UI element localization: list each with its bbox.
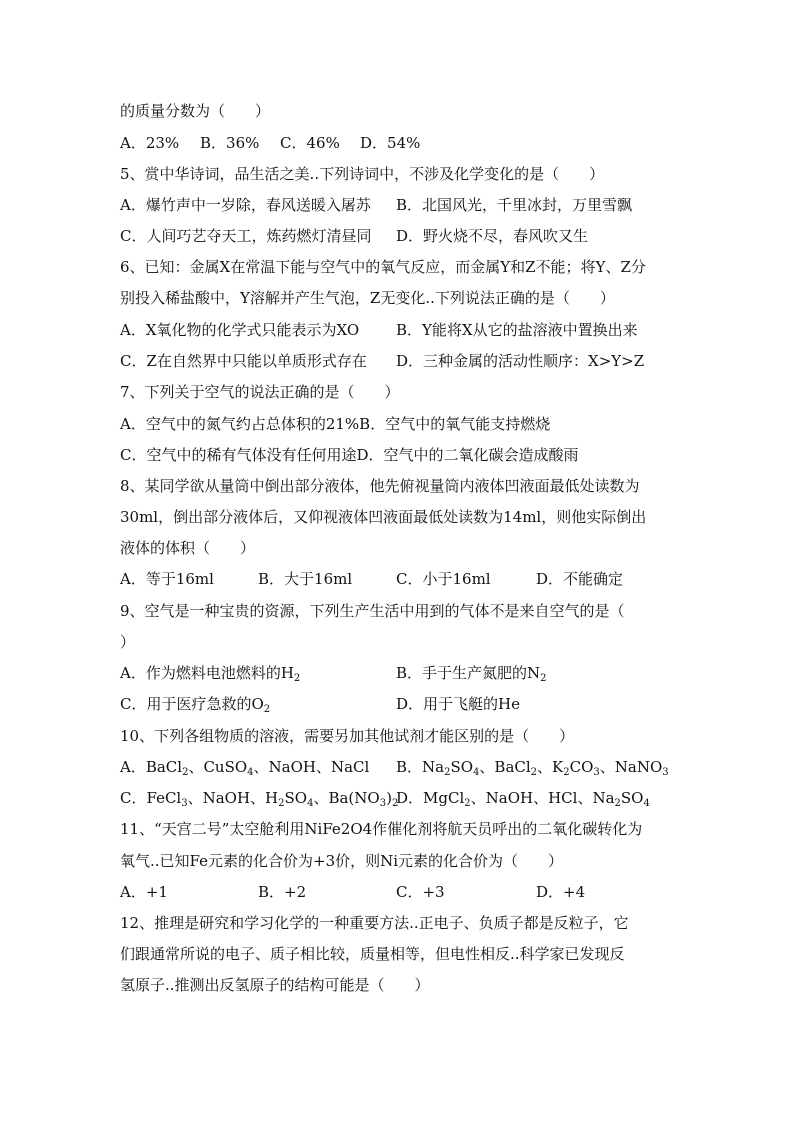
q5-option-b: B．北国风光，千里冰封，万里雪飘	[396, 196, 633, 214]
q11-stem-1: 11、“天宫二号”太空舱利用NiFe2O4作催化剂将航天员呼出的二氧化碳转化为	[120, 820, 643, 838]
q5-option-c: C．人间巧艺夺天工，炼药燃灯清昼同	[120, 227, 372, 245]
q8-option-c: C．小于16ml	[396, 570, 491, 588]
q6-option-b: B．Y能将X从它的盐溶液中置换出来	[396, 321, 638, 339]
q8-stem-1: 8、某同学欲从量筒中倒出部分液体，他先俯视量筒内液体凹液面最低处读数为	[120, 477, 640, 495]
q8-options	[120, 569, 623, 589]
q4-stem-cont: 的质量分数为（ ）	[120, 102, 271, 120]
q9-stem-1: 9、空气是一种宝贵的资源，下列生产生活中用到的气体不是来自空气的是（	[120, 602, 625, 620]
q12-stem-3: 氢原子..推测出反氢原子的结构可能是（ ）	[120, 976, 430, 994]
q10-option-b: B．$Na_2SO_4$、BaCl$_2$、$K_2CO_3$、NaNO$_3$	[396, 758, 669, 778]
q12-stem-1: 12、推理是研究和学习化学的一种重要方法..正电子、负质子都是反粒子，它	[120, 914, 629, 932]
q11-options	[120, 882, 585, 902]
q9-option-a: A．作为燃料电池燃料的$H_2$	[120, 664, 301, 684]
q4-option-d: D．54%	[360, 134, 421, 152]
q11-option-d: D．+4	[536, 883, 586, 901]
q10-stem: 10、下列各组物质的溶液，需要另加其他试剂才能区别的是（ ）	[120, 727, 575, 745]
q5-stem: 5、赏中华诗词，品生活之美..下列诗词中，不涉及化学变化的是（ ）	[120, 165, 605, 183]
q4-option-c: C．46%	[280, 134, 340, 152]
q9-stem-2: ）	[120, 633, 136, 651]
q10-option-d: D．MgCl$_2$、NaOH、HCl、$Na_2SO_4$	[396, 789, 650, 809]
q4-option-a: A．23%	[120, 134, 180, 152]
q8-option-b: B．大于16ml	[258, 570, 353, 588]
q5-option-d: D．野火烧不尽，春风吹又生	[396, 227, 589, 245]
q9-option-b: B．手于生产氮肥的$N_2$	[396, 664, 547, 684]
q10-options-cd	[120, 788, 650, 808]
q8-stem-3: 液体的体积（ ）	[120, 539, 256, 557]
q10-options-ab	[120, 757, 669, 777]
q6-stem-1: 6、已知：金属X在常温下能与空气中的氧气反应，而金属Y和Z不能；将Y、Z分	[120, 258, 646, 276]
q4-options	[120, 133, 420, 153]
q6-stem-2: 别投入稀盐酸中，Y溶解并产生气泡，Z无变化..下列说法正确的是（ ）	[120, 289, 615, 307]
q8-stem-2: 30ml，倒出部分液体后，又仰视液体凹液面最低处读数为14ml，则他实际倒出	[120, 508, 647, 526]
q10-option-a: A．BaCl$_2$、CuSO$_4$、NaOH、NaCl	[120, 758, 370, 778]
q6-options-cd	[120, 351, 644, 371]
q11-option-a: A．+1	[120, 883, 168, 901]
q11-option-c: C．+3	[396, 883, 445, 901]
q5-options-ab	[120, 195, 632, 215]
q5-option-a: A．爆竹声中一岁除，春风送暖入屠苏	[120, 196, 371, 214]
q6-option-d: D．三种金属的活动性顺序：X>Y>Z	[396, 352, 645, 370]
q6-option-c: C．Z在自然界中只能以单质形式存在	[120, 352, 367, 370]
q7-options-cd: C．空气中的稀有气体没有任何用途D．空气中的二氧化碳会造成酸雨	[120, 446, 579, 464]
q9-option-c: C．用于医疗急救的$O_2$	[120, 695, 271, 715]
q8-option-a: A．等于16ml	[120, 570, 214, 588]
q9-option-d: D．用于飞艇的He	[396, 695, 520, 713]
q8-option-d: D．不能确定	[536, 570, 624, 588]
q11-option-b: B．+2	[258, 883, 307, 901]
q4-option-b: B．36%	[200, 134, 260, 152]
q5-options-cd	[120, 226, 588, 246]
q11-stem-2: 氧气..已知Fe元素的化合价为+3价，则Ni元素的化合价为（ ）	[120, 852, 564, 870]
q7-stem: 7、下列关于空气的说法正确的是（ ）	[120, 383, 400, 401]
q6-options-ab	[120, 320, 638, 340]
q9-options-cd	[120, 694, 520, 714]
q7-options-ab: A．空气中的氮气约占总体积的21%B．空气中的氧气能支持燃烧	[120, 415, 551, 433]
q12-stem-2: 们跟通常所说的电子、质子相比较，质量相等，但电性相反..科学家已发现反	[120, 945, 625, 963]
q6-option-a: A．X氧化物的化学式只能表示为XO	[120, 321, 360, 339]
q10-option-c: C．FeCl$_3$、NaOH、$H_2SO_4$、$Ba(NO_3)_2$	[120, 789, 399, 809]
q9-options-ab	[120, 663, 547, 683]
